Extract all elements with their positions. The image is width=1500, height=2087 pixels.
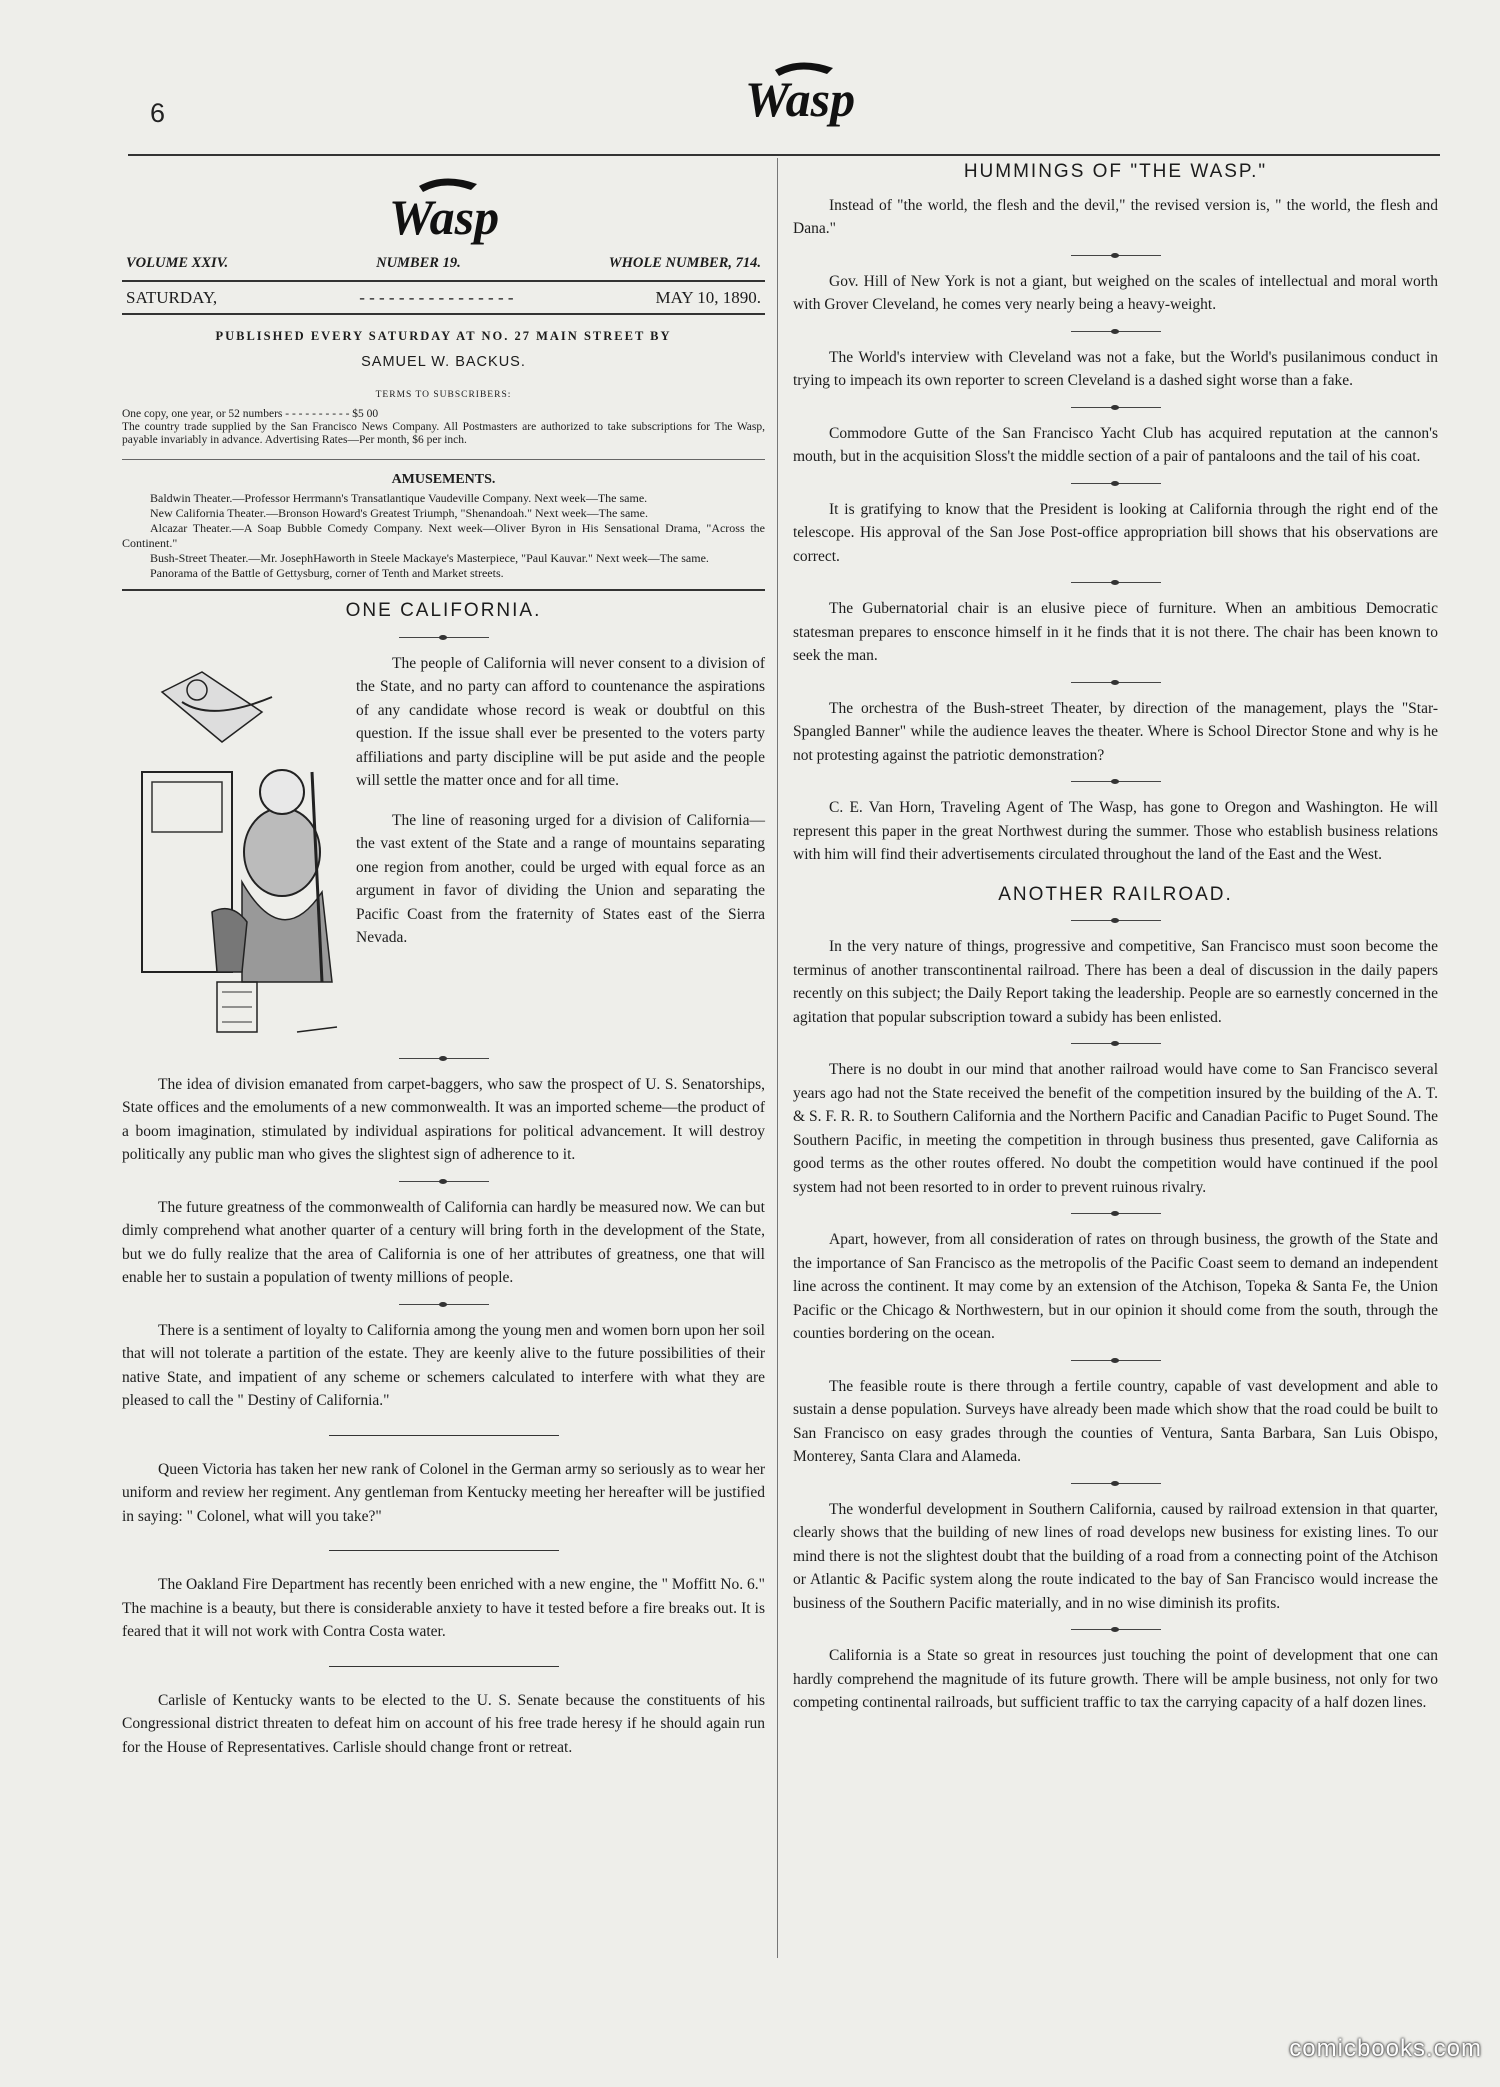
another-railroad-heading: ANOTHER RAILROAD. [998,883,1233,905]
railroad-paragraph: California is a State so great in resources just touching the point of development that one can hardly comprehend the magnitude of its future growth. There will be ample business, not only for two competing continental railroads, but sufficient traffic to tax the carrying capacity of a half dozen lines. [793,1647,1438,1711]
ornament-divider [1071,682,1161,683]
ornament-divider [1071,1629,1161,1630]
ornament-divider [399,1304,489,1305]
volume: VOLUME XXIV. [126,255,229,271]
terms [122,408,765,447]
svg-text:Wasp: Wasp [744,71,856,127]
humming-item: The Gubernatorial chair is an elusive piece of furniture. When an ambitious Democratic statesman prepares to ensconce himself in it he finds that it is not there. The chair has been known to seek the man. [793,600,1438,664]
one-california-paragraph: The future greatness of the commonwealth of California can hardly be measured now. We can but dimly comprehend what another quarter of a century will bring forth in the development of the State, but we do fully realize that the area of California is one of her attributes of greatness, one that will enable her to sustain a population of twenty millions of people. [122,1198,765,1286]
one-california-paragraph: The people of California will never consent to a division of the State, and no party can afford to countenance the aspirations of any candidate whose record is weak or doubtful on this question. If the issue shall ever be presented to the voters party affiliations and party discipline will be put aside and the people will settle the matter once and for all time. [356,654,765,789]
ornament-divider [399,1058,489,1059]
section-divider [329,1550,559,1551]
railroad-paragraph: The feasible route is there through a fertile country, capable of vast development and able to sustain a dense population. Surveys have already been made which show that the road could be built to San Francisco on easy grades through the counties of Ventura, Santa Barbara, San Luis Obispo, Monterey, Santa Clara and Alameda. [793,1377,1438,1465]
ornament-divider [1071,331,1161,332]
ornament-divider [1071,781,1161,782]
date-line [122,280,765,316]
hummings-heading: HUMMINGS OF "THE WASP." [963,161,1268,182]
left-column [122,160,765,1759]
humming-item: It is gratifying to know that the President is looking at California through the right end of the telescope. His approval of the San Jose Post-office appropriation bill shows that his observations are correct. [793,500,1438,565]
right-column [793,160,1438,1715]
amusement-item: Panorama of the Battle of Gettysburg, corner of Tenth and Market streets. [150,566,504,580]
amusement-item: Alcazar Theater.—A Soap Bubble Comedy Company. Next week—Oliver Byron in His Sensational Drama, "Across the Continent." [122,521,765,550]
wasp-logo-header [715,48,885,128]
one-california-paragraph: There is a sentiment of loyalty to California among the young men and women born upon her soil that will not tolerate a partition of the estate. They are keenly alive to the future possibilities of their native State, and impatient of any scheme or schemers calculated to interfere with what they are pleased to call the " Destiny of California." [122,1321,765,1409]
page-number: 6 [150,98,166,128]
humming-item: Gov. Hill of New York is not a giant, but weighed on the scales of intellectual and moral worth with Grover Cleveland, he comes very nearly being a heavy-weight. [793,272,1438,313]
amusement-item: New California Theater.—Bronson Howard's Greatest Triumph, "Shenandoah." Next week—The same. [150,506,648,520]
ornament-divider [399,1181,489,1182]
ornament-divider [1071,1043,1161,1044]
railroad-paragraph: In the very nature of things, progressive and competitive, San Francisco must soon become the terminus of another transcontinental railroad. There has been a deal of discussion in the daily papers recently on this subject; the Daily Report taking the leadership. People are so earnestly concerned in the agitation that popular subscription toward a subidy has been enlisted. [793,938,1438,1026]
ornament-divider [1071,1360,1161,1361]
humming-item: The orchestra of the Bush-street Theater, by direction of the management, plays the "Star-Spangled Banner" while the audience leaves the theater. Where is School Director Stone and why is he not protesting against the patriotic demonstration? [793,699,1438,764]
humming-item: Commodore Gutte of the San Francisco Yacht Club has acquired reputation at the cannon's mouth, but in the acquisition Sloss't the middle section of a pair of pantaloons and the tail of his coat. [793,424,1438,465]
section-rule [122,589,765,591]
volume-line [122,250,765,278]
publisher: SAMUEL W. BACKUS. [361,353,526,370]
news-item: Carlisle of Kentucky wants to be elected to the U. S. Senate because the constituents of his Congressional district threaten to defeat him on account of his free trade heresy if he should again run for the House of Representatives. Carlisle should change front or retreat. [122,1691,765,1756]
amusement-item: Bush-Street Theater.—Mr. JosephHaworth in Steele Mackaye's Masterpiece, "Paul Kauvar." Next week—The same. [150,551,709,565]
humming-item: The World's interview with Cleveland was not a fake, but the World's pusilanimous conduct in trying to impeach its own reporter to screen Cleveland is a dashed sight worse than a fake. [793,348,1438,389]
amusements-heading: AMUSEMENTS. [122,459,765,492]
wasp-logo-masthead [359,166,529,246]
one-california-paragraph: The line of reasoning urged for a division of California—the vast extent of the State and a range of mountains separating one region from another, could be urged with equal force as an argument in favor of dividing the Union and separating the Pacific Coast from the fraternity of States east of the Sierra Nevada. [356,811,765,946]
ornament-divider [1071,255,1161,256]
ornament-divider [1071,920,1161,921]
section-divider [329,1435,559,1436]
whole-number: WHOLE NUMBER, 714. [608,255,761,271]
day: SATURDAY, [126,287,218,307]
railroad-paragraph: There is no doubt in our mind that another railroad would have come to San Francisco several years ago had not the State received the benefit of the competition insured by the building of the A. T. & S. F. R. R. to Southern California and the Northern Pacific and Canadian Pacific to Puget Sound. The Southern Pacific, in meeting the competition in through business thus presented, gave California as good terms as the other routes offered. No doubt the competition would have continued if the pool system had not been resorted to in order to prevent ruinous rivalry. [793,1061,1438,1196]
humming-item: Instead of "the world, the flesh and the devil," the revised version is, " the world, the flesh and Dana." [793,196,1438,237]
one-california-heading: ONE CALIFORNIA. [345,600,542,621]
date-dashes: - - - - - - - - - - - - - - - - [359,287,514,307]
terms-heading: TERMS TO SUBSCRIBERS: [375,390,512,400]
railroad-paragraph: The wonderful development in Southern California, caused by railroad extension in that quarter, clearly shows that the building of new lines of road develops new business for existing lines. To our mind there is not the slightest doubt that the building of a road from a connecting point of the Atchison or Atlantic & Pacific system along the route indicated to the bay of San Francisco would increase the business of the Southern Pacific materially, and in no wise diminish its profits. [793,1500,1438,1612]
ornament-divider [399,637,489,638]
number: NUMBER 19. [376,255,461,271]
humming-item: C. E. Van Horn, Traveling Agent of The Wasp, has gone to Oregon and Washington. He will represent this paper in the great Northwest during the summer. Those who establish business relations with him will find their advertisements circulated throughout the land of the East and the West. [793,799,1438,863]
one-california-paragraph: The idea of division emanated from carpet-baggers, who saw the prospect of U. S. Senatorships, State offices and the emoluments of a new commonwealth. It was an imported scheme—the product of a boom imagination, stimulated by individual aspirations for political advancement. It will destroy politically any public man who gives the slightest sign of adherence to it. [122,1075,765,1163]
issue-date: MAY 10, 1890. [655,287,761,307]
railroad-paragraph: Apart, however, from all consideration of rates on through business, the growth of the State and the importance of San Francisco as the metropolis of the Pacific Coast seem to demand an independent line across the continent. It may come by an extension of the Atchison, Topeka & Santa Fe, the Union Pacific or the Chicago & Northwestern, but in our opinion it should come from the south, through the counties bordering on the ocean. [793,1231,1438,1342]
terms-line-2: The country trade supplied by the San Francisco News Company. All Postmasters are authorized to take subscriptions for The Wasp, payable invariably in advance. Advertising Rates—Per month, $6 per inch. [122,420,765,446]
terms-line-1: One copy, one year, or 52 numbers - - - - - - - - - - $5 00 [122,407,379,420]
amusements-list [122,491,765,581]
site-watermark: comicbooks.com [1289,2035,1482,2062]
section-divider [329,1666,559,1667]
amusement-item: Baldwin Theater.—Professor Herrmann's Transatlantique Vaudeville Company. Next week—The same. [150,491,648,505]
column-rule [777,158,778,1958]
news-item: The Oakland Fire Department has recently been enriched with a new engine, the " Moffitt No. 6." The machine is a beauty, but there is considerable anxiety to have it tested before a fire breaks out. It is feared that it will not work with Contra Costa water. [122,1576,765,1640]
ornament-divider [1071,483,1161,484]
top-rule [128,154,1440,156]
published-line: PUBLISHED EVERY SATURDAY AT NO. 27 MAIN STREET BY [215,329,672,343]
ornament-divider [1071,1213,1161,1214]
svg-text:Wasp: Wasp [388,189,499,245]
editorial-cartoon [122,652,344,1052]
ornament-divider [1071,582,1161,583]
news-item: Queen Victoria has taken her new rank of Colonel in the German army so seriously as to wear her uniform and review her regiment. Any gentleman from Kentucky meeting her hereafter will be justified in saying: " Colonel, what will you take?" [122,1460,765,1525]
ornament-divider [1071,407,1161,408]
ornament-divider [1071,1483,1161,1484]
